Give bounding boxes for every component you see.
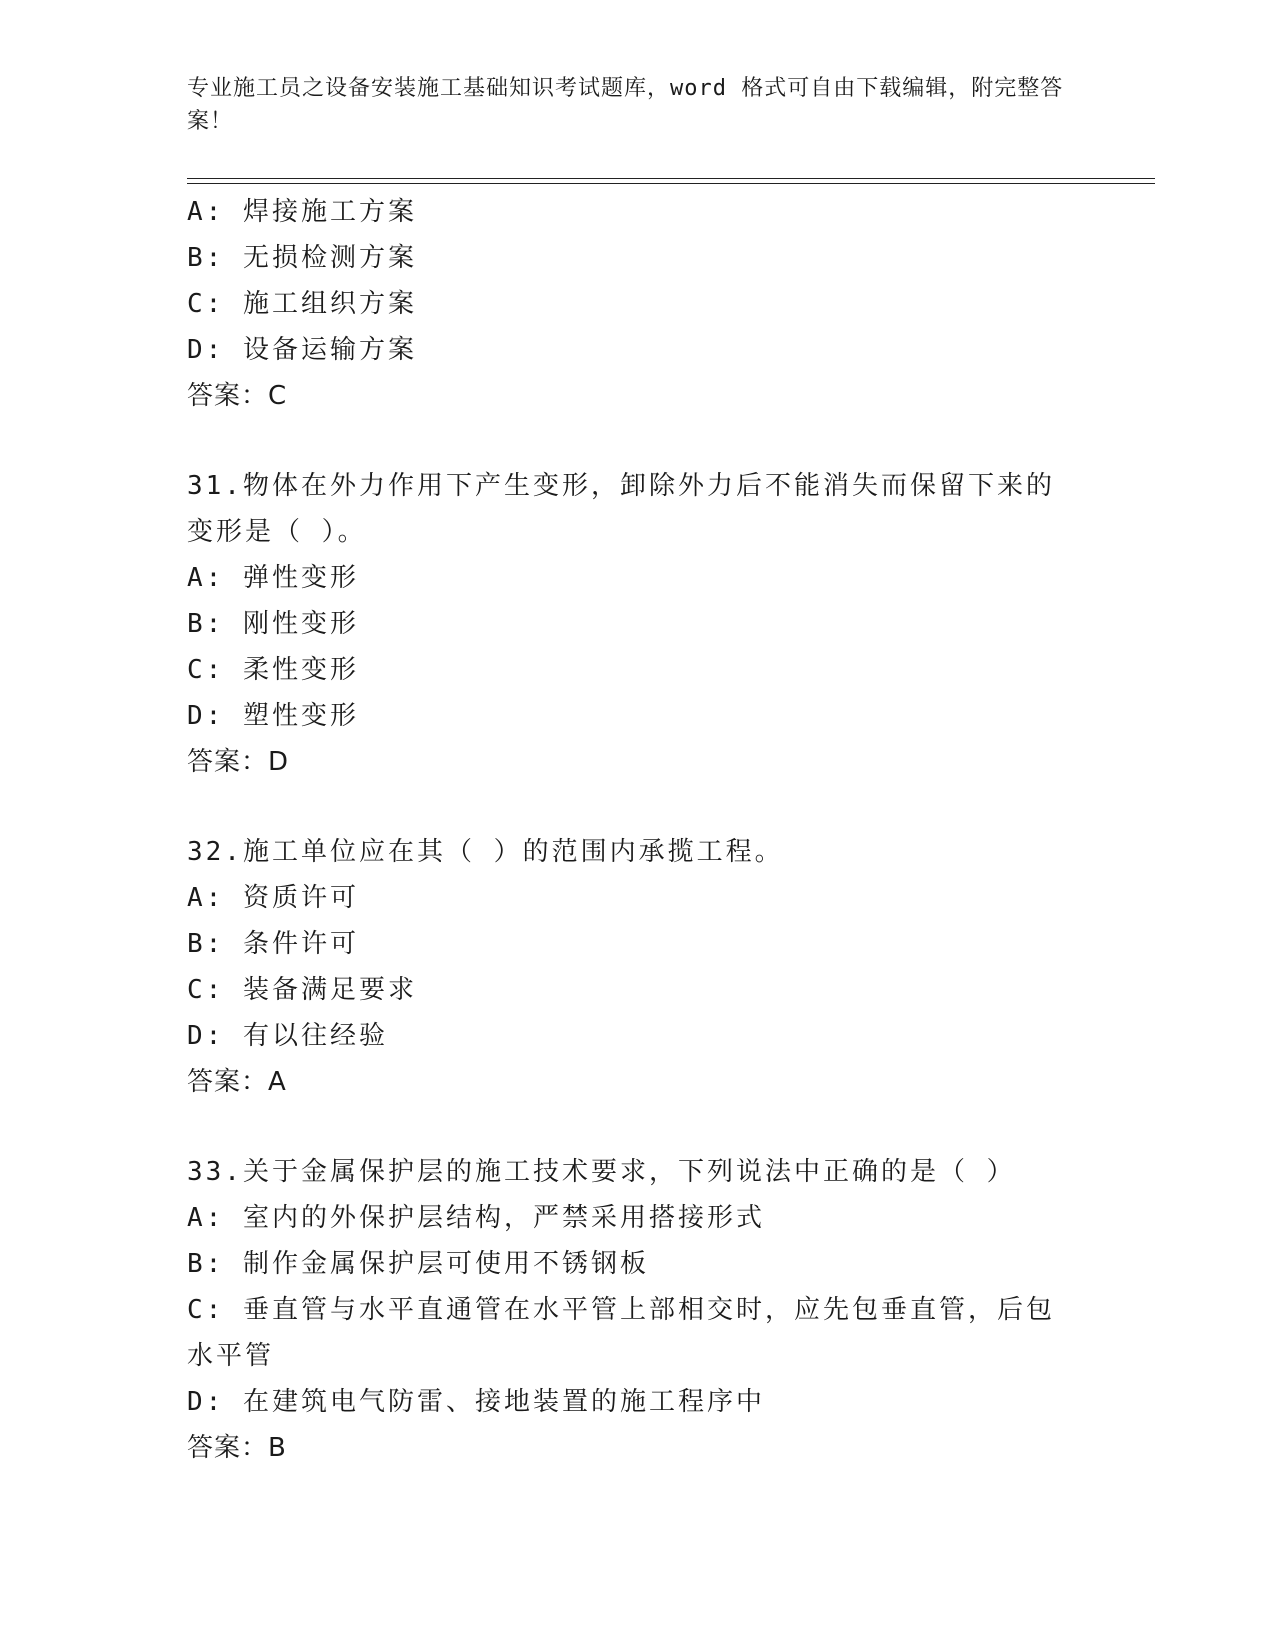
option-a: A: 弹性变形 — [187, 563, 359, 593]
block-spacer — [187, 1105, 1087, 1149]
question-block-33 — [187, 1149, 1087, 1471]
option-b: B: 制作金属保护层可使用不锈钢板 — [187, 1249, 649, 1279]
header-divider-bottom — [187, 183, 1155, 184]
question-block-31 — [187, 463, 1087, 785]
option-a: A: 焊接施工方案 — [187, 197, 417, 227]
option-c: C: 垂直管与水平直通管在水平管上部相交时，应先包垂直管，后包水平管 — [187, 1295, 1055, 1371]
option-c: C: 装备满足要求 — [187, 975, 417, 1005]
header-title: 专业施工员之设备安装施工基础知识考试题库，word 格式可自由下载编辑，附完整答案！ — [187, 76, 1064, 134]
block-spacer — [187, 419, 1087, 463]
block-spacer — [187, 785, 1087, 829]
option-c: C: 施工组织方案 — [187, 289, 417, 319]
option-a: A: 资质许可 — [187, 883, 359, 913]
answer-line: 答案：D — [187, 747, 290, 777]
option-d: D: 设备运输方案 — [187, 335, 417, 365]
option-a: A: 室内的外保护层结构，严禁采用搭接形式 — [187, 1203, 765, 1233]
option-c: C: 柔性变形 — [187, 655, 359, 685]
option-d: D: 在建筑电气防雷、接地装置的施工程序中 — [187, 1387, 765, 1417]
question-text: 31.物体在外力作用下产生变形，卸除外力后不能消失而保留下来的变形是（ ）。 — [187, 471, 1055, 547]
answer-line: 答案：B — [187, 1433, 287, 1463]
question-list — [187, 189, 1087, 1471]
option-b: B: 刚性变形 — [187, 609, 359, 639]
option-d: D: 塑性变形 — [187, 701, 359, 731]
question-text: 32.施工单位应在其（ ）的范围内承揽工程。 — [187, 837, 784, 867]
question-block-30 — [187, 189, 1087, 419]
document-header — [187, 72, 1067, 138]
header-divider-top — [187, 178, 1155, 179]
option-d: D: 有以往经验 — [187, 1021, 388, 1051]
question-text: 33.关于金属保护层的施工技术要求，下列说法中正确的是（ ） — [187, 1157, 1016, 1187]
answer-line: 答案：C — [187, 381, 288, 411]
question-block-32 — [187, 829, 1087, 1105]
answer-line: 答案：A — [187, 1067, 287, 1097]
option-b: B: 无损检测方案 — [187, 243, 417, 273]
option-b: B: 条件许可 — [187, 929, 359, 959]
